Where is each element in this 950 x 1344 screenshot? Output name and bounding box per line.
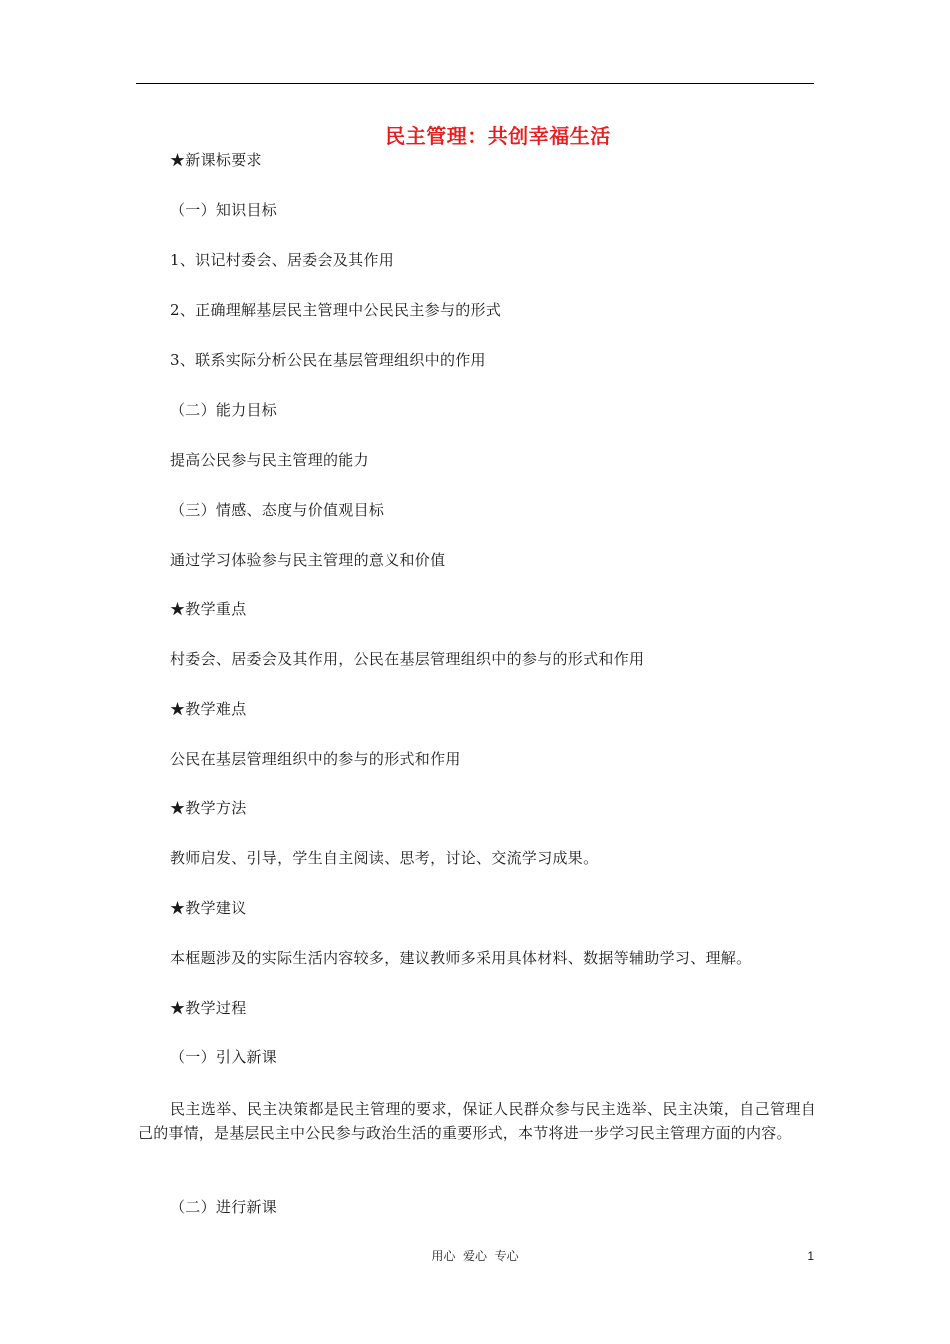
body-text: 村委会、居委会及其作用，公民在基层管理组织中的参与的形式和作用 xyxy=(170,650,645,668)
heading-teaching-method: ★教学方法 xyxy=(170,799,247,817)
list-item: 1、识记村委会、居委会及其作用 xyxy=(170,251,395,269)
body-text: 通过学习体验参与民主管理的意义和价值 xyxy=(170,551,446,569)
list-item: 2、正确理解基层民主管理中公民民主参与的形式 xyxy=(170,301,502,319)
body-text: 公民在基层管理组织中的参与的形式和作用 xyxy=(170,750,461,768)
heading-teaching-focus: ★教学重点 xyxy=(170,600,247,618)
header-rule xyxy=(136,83,814,84)
list-item: 3、联系实际分析公民在基层管理组织中的作用 xyxy=(170,351,486,369)
subheading-values-goals: （三）情感、态度与价值观目标 xyxy=(170,501,385,519)
subheading-introduction: （一）引入新课 xyxy=(170,1048,278,1066)
body-text: 提高公民参与民主管理的能力 xyxy=(170,451,369,469)
heading-teaching-suggestion: ★教学建议 xyxy=(170,899,247,917)
subheading-new-lesson: （二）进行新课 xyxy=(170,1198,278,1216)
footer-slogan: 用心 爱心 专心 xyxy=(431,1249,519,1263)
document-title: 民主管理：共创幸福生活 xyxy=(385,124,611,148)
heading-teaching-difficulty: ★教学难点 xyxy=(170,700,247,718)
heading-teaching-process: ★教学过程 xyxy=(170,999,247,1017)
body-text: 本框题涉及的实际生活内容较多，建议教师多采用具体材料、数据等辅助学习、理解。 xyxy=(170,949,752,967)
subheading-ability-goals: （二）能力目标 xyxy=(170,401,278,419)
body-text: 教师启发、引导，学生自主阅读、思考，讨论、交流学习成果。 xyxy=(170,849,599,867)
page-number: 1 xyxy=(807,1249,814,1263)
subheading-knowledge-goals: （一）知识目标 xyxy=(170,201,278,219)
intro-paragraph: 民主选举、民主决策都是民主管理的要求，保证人民群众参与民主选举、民主决策，自己管理自己的事情，是基层民主中公民参与政治生活的重要形式，本节将进一步学习民主管理方面的内容。 xyxy=(138,1100,816,1142)
heading-curriculum-requirements: ★新课标要求 xyxy=(170,151,262,169)
